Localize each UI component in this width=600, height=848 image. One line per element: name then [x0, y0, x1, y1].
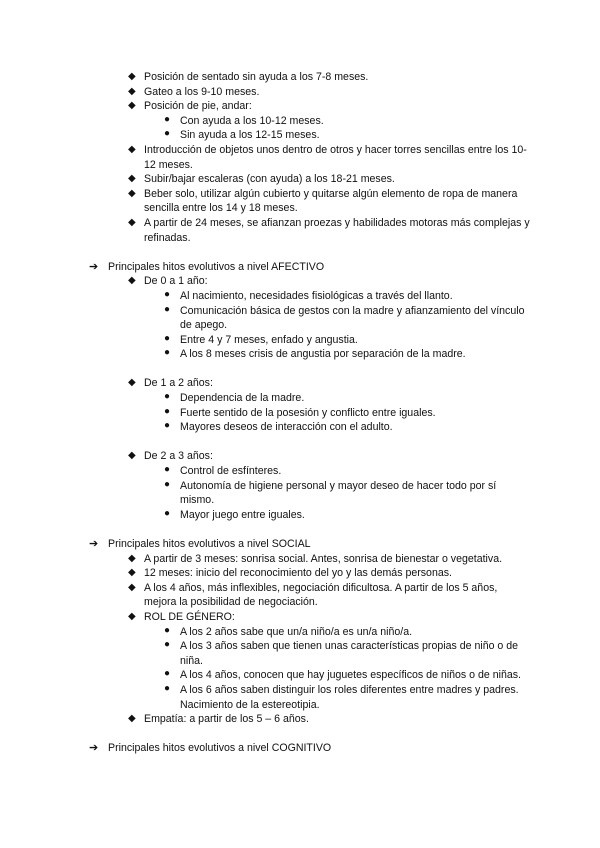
- list-item: ● Autonomía de higiene personal y mayor deseo de hacer todo por sí mismo.: [164, 478, 497, 507]
- list-item: ◆ De 2 a 3 años:: [128, 450, 213, 463]
- dot-bullet-icon: ●: [164, 391, 171, 403]
- list-item: ● Sin ayuda a los 12-15 meses.: [164, 128, 320, 142]
- dot-bullet-icon: ●: [164, 113, 171, 125]
- diamond-bullet-icon: ◆: [128, 610, 136, 622]
- diamond-bullet-icon: ◆: [128, 85, 136, 97]
- diamond-bullet-icon: ◆: [128, 581, 136, 593]
- diamond-bullet-icon: ◆: [128, 173, 136, 185]
- list-item: ◆ Subir/bajar escaleras (con ayuda) a los 18-21 meses.: [128, 173, 395, 186]
- dot-bullet-icon: ●: [164, 464, 171, 476]
- list-item: ◆ ROL DE GÉNERO:: [128, 610, 235, 623]
- list-item: ◆ De 0 a 1 año:: [128, 275, 208, 288]
- dot-bullet-icon: ●: [164, 639, 171, 651]
- list-item: ● Dependencia de la madre.: [164, 391, 305, 405]
- dot-bullet-icon: ●: [164, 405, 171, 417]
- list-item: ● Control de esfínteres.: [164, 464, 282, 478]
- dot-bullet-icon: ●: [164, 668, 171, 680]
- list-item: ◆ Gateo a los 9-10 meses.: [128, 85, 260, 98]
- list-item: ● Entre 4 y 7 meses, enfado y angustia.: [164, 332, 358, 346]
- diamond-bullet-icon: ◆: [128, 100, 136, 112]
- diamond-bullet-icon: ◆: [128, 713, 136, 725]
- section-heading-social: ➔ Principales hitos evolutivos a nivel SOCIAL: [89, 538, 311, 550]
- list-item: ● Mayor juego entre iguales.: [164, 507, 305, 521]
- document-page: [0, 70, 600, 756]
- diamond-bullet-icon: ◆: [128, 552, 136, 564]
- diamond-bullet-icon: ◆: [128, 216, 136, 228]
- list-item: ● Comunicación básica de gestos con la madre y afianzamiento del vínculo de apego.: [164, 303, 525, 332]
- section-heading-cognitivo: ➔ Principales hitos evolutivos a nivel COGNITIVO: [89, 742, 332, 755]
- list-item: ● Fuerte sentido de la posesión y conflicto entre iguales.: [164, 405, 436, 419]
- list-item: ◆ A partir de 3 meses: sonrisa social. Antes, sonrisa de bienestar o vegetativa.: [128, 552, 503, 565]
- dot-bullet-icon: ●: [164, 332, 171, 344]
- list-item: ◆ A los 4 años, más inflexibles, negociación dificultosa. A partir de los 5 años, mejora la posibilidad de negociación.: [128, 581, 498, 609]
- list-item: ◆ Empatía: a partir de los 5 – 6 años.: [128, 713, 309, 726]
- list-item: ◆ Beber solo, utilizar algún cubierto y quitarse algún elemento de ropa de manera sencilla entre los 14 y 18 meses.: [128, 187, 518, 215]
- list-item: ◆ Introducción de objetos unos dentro de otros y hacer torres sencillas entre los 10-12 meses.: [128, 143, 527, 171]
- list-item: ● A los 2 años sabe que un/a niño/a es un/a niño/a.: [164, 624, 413, 638]
- dot-bullet-icon: ●: [164, 347, 171, 359]
- diamond-bullet-icon: ◆: [128, 71, 136, 82]
- list-item: ● Mayores deseos de interacción con el adulto.: [164, 420, 393, 434]
- diamond-bullet-icon: ◆: [128, 275, 136, 287]
- dot-bullet-icon: ●: [164, 288, 171, 300]
- diamond-bullet-icon: ◆: [128, 567, 136, 579]
- dot-bullet-icon: ●: [164, 420, 171, 432]
- dot-bullet-icon: ●: [164, 478, 171, 490]
- list-item: ● A los 8 meses crisis de angustia por separación de la madre.: [164, 347, 466, 361]
- list-item: ◆ Posición de sentado sin ayuda a los 7-8 meses.: [128, 71, 369, 83]
- dot-bullet-icon: ●: [164, 303, 171, 315]
- dot-bullet-icon: ●: [164, 507, 171, 519]
- arrow-bullet-icon: ➔: [89, 538, 99, 550]
- dot-bullet-icon: ●: [164, 624, 171, 636]
- list-item: ◆ A partir de 24 meses, se afianzan proezas y habilidades motoras más complejas y refinadas.: [128, 216, 530, 244]
- list-item: ● A los 4 años, conocen que hay juguetes específicos de niños o de niñas.: [164, 668, 522, 682]
- diamond-bullet-icon: ◆: [128, 187, 136, 199]
- list-item: ◆ 12 meses: inicio del reconocimiento del yo y las demás personas.: [128, 567, 452, 580]
- section-heading-afectivo: ➔ Principales hitos evolutivos a nivel AFECTIVO: [89, 260, 325, 273]
- dot-bullet-icon: ●: [164, 128, 171, 140]
- list-item: ● A los 3 años saben que tienen unas características propias de niño o de niña.: [164, 639, 519, 667]
- list-item: ◆ Posición de pie, andar:: [128, 100, 252, 113]
- dot-bullet-icon: ●: [164, 682, 171, 694]
- arrow-bullet-icon: ➔: [89, 260, 99, 273]
- diamond-bullet-icon: ◆: [128, 143, 136, 155]
- list-item: ● A los 6 años saben distinguir los roles diferentes entre madres y padres. Nacimiento de la estereotipia.: [164, 682, 519, 711]
- diamond-bullet-icon: ◆: [128, 450, 136, 462]
- diamond-bullet-icon: ◆: [128, 377, 136, 389]
- arrow-bullet-icon: ➔: [89, 742, 99, 755]
- list-item: ◆ De 1 a 2 años:: [128, 377, 213, 390]
- list-item: ● Al nacimiento, necesidades fisiológicas a través del llanto.: [164, 288, 453, 302]
- list-item: ● Con ayuda a los 10-12 meses.: [164, 113, 324, 127]
